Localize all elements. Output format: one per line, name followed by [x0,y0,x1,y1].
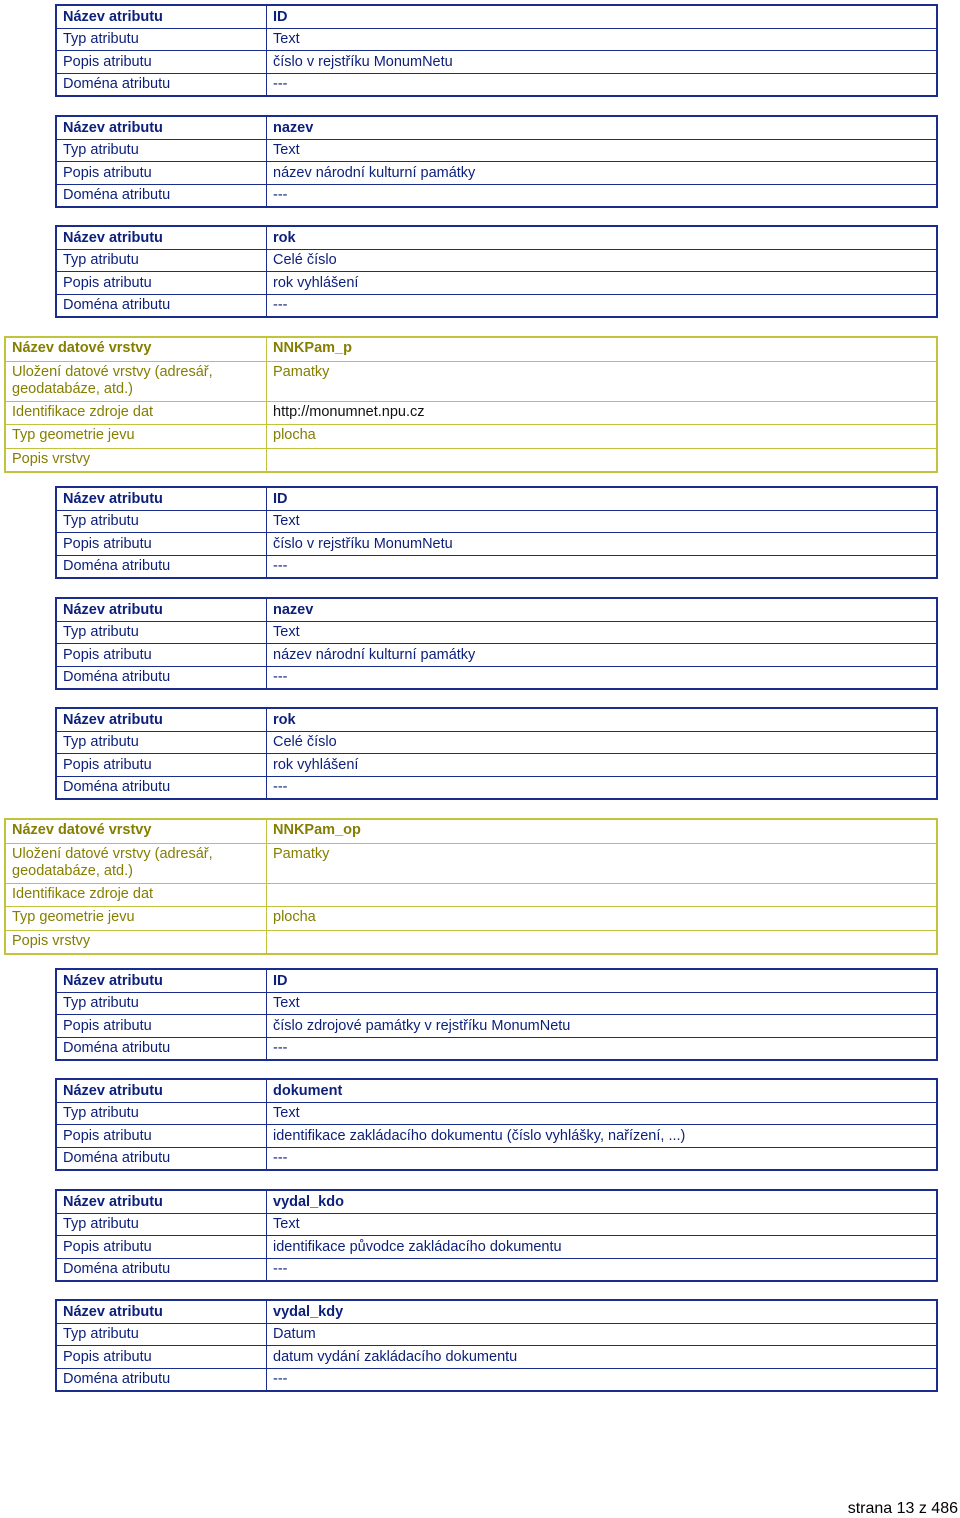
attr-desc-label: Popis atributu [57,1235,267,1258]
layer-geometry-value: plocha [267,424,936,448]
attr-domain-label: Doména atributu [57,1258,267,1281]
attr-desc-label: Popis atributu [57,161,267,184]
attr-type-value: Datum [267,1323,936,1346]
attr-domain-label: Doména atributu [57,184,267,207]
layer-geometry-label: Typ geometrie jevu [6,906,267,930]
attr-name-value: rok [273,711,296,728]
attr-name-label: Název atributu [57,488,267,510]
attr-name-label: Název atributu [57,1301,267,1323]
attr-type-value: Text [267,1102,936,1125]
attr-type-label: Typ atributu [57,510,267,533]
attr-name-value: ID [273,972,288,989]
attr-type-value: Celé číslo [267,249,936,272]
attr-type-value: Celé číslo [267,731,936,754]
attribute-table [55,597,938,690]
attr-type-label: Typ atributu [57,1213,267,1236]
attribute-table [55,486,938,579]
attr-desc-value: číslo zdrojové památky v rejstříku MonumNetu [267,1014,936,1037]
layer-source-label: Identifikace zdroje dat [6,883,267,907]
attr-type-value: Text [267,139,936,162]
attr-desc-value: identifikace původce zakládacího dokumentu [267,1235,936,1258]
attr-desc-label: Popis atributu [57,532,267,555]
attr-name-label: Název atributu [57,227,267,249]
attr-domain-label: Doména atributu [57,1147,267,1170]
layer-desc-value [267,448,936,472]
attr-name-value: vydal_kdo [273,1193,344,1210]
attribute-table [55,1189,938,1282]
attribute-table [55,968,938,1061]
attr-domain-value: --- [267,1368,936,1391]
attr-name-value: dokument [273,1082,343,1099]
layer-table [4,818,938,955]
attr-name-value: vydal_kdy [273,1303,344,1320]
attr-desc-value: datum vydání zakládacího dokumentu [267,1345,936,1368]
attr-desc-label: Popis atributu [57,271,267,294]
attr-name-label: Název atributu [57,1191,267,1213]
attr-domain-value: --- [267,73,936,96]
attr-desc-value: název národní kulturní památky [267,161,936,184]
layer-desc-value [267,930,936,954]
attr-domain-label: Doména atributu [57,73,267,96]
layer-table [4,336,938,473]
page-number: strana 13 z 486 [847,1500,958,1517]
attr-type-label: Typ atributu [57,249,267,272]
attr-desc-value: číslo v rejstříku MonumNetu [267,50,936,73]
attr-domain-value: --- [267,294,936,317]
attr-type-value: Text [267,1213,936,1236]
attr-domain-label: Doména atributu [57,776,267,799]
attr-type-value: Text [267,992,936,1015]
layer-desc-label: Popis vrstvy [6,448,267,472]
attr-name-label: Název atributu [57,117,267,139]
attr-type-value: Text [267,621,936,644]
layer-name-label: Název datové vrstvy [6,820,267,843]
attr-desc-label: Popis atributu [57,1014,267,1037]
layer-storage-value: Pamatky [267,361,936,401]
attr-type-label: Typ atributu [57,731,267,754]
attr-type-label: Typ atributu [57,621,267,644]
attribute-table [55,225,938,318]
attr-name-value: ID [273,8,288,25]
layer-name-value: NNKPam_op [273,822,361,838]
attribute-table [55,707,938,800]
attr-name-label: Název atributu [57,1080,267,1102]
attr-type-label: Typ atributu [57,1323,267,1346]
attr-domain-label: Doména atributu [57,1368,267,1391]
attr-name-label: Název atributu [57,6,267,28]
attr-desc-label: Popis atributu [57,1345,267,1368]
attr-name-value: ID [273,490,288,507]
attr-desc-label: Popis atributu [57,50,267,73]
attr-type-value: Text [267,28,936,51]
layer-desc-label: Popis vrstvy [6,930,267,954]
attr-name-label: Název atributu [57,970,267,992]
attr-domain-label: Doména atributu [57,1037,267,1060]
layer-geometry-label: Typ geometrie jevu [6,424,267,448]
attr-domain-label: Doména atributu [57,555,267,578]
attribute-table [55,1299,938,1392]
attr-type-label: Typ atributu [57,992,267,1015]
attr-desc-value: identifikace zakládacího dokumentu (číslo vyhlášky, nařízení, ...) [267,1124,936,1147]
attr-name-value: rok [273,229,296,246]
attr-name-value: nazev [273,601,314,618]
layer-storage-label: Uložení datové vrstvy (adresář, geodatabáze, atd.) [6,843,267,883]
attr-desc-value: číslo v rejstříku MonumNetu [267,532,936,555]
attr-desc-value: název národní kulturní památky [267,643,936,666]
layer-storage-label: Uložení datové vrstvy (adresář, geodatabáze, atd.) [6,361,267,401]
attr-domain-label: Doména atributu [57,666,267,689]
attr-domain-value: --- [267,184,936,207]
attr-desc-label: Popis atributu [57,753,267,776]
attr-domain-value: --- [267,776,936,799]
attr-type-label: Typ atributu [57,139,267,162]
layer-name-value: NNKPam_p [273,340,352,356]
attr-desc-value: rok vyhlášení [267,753,936,776]
layer-storage-value: Pamatky [267,843,936,883]
layer-source-label: Identifikace zdroje dat [6,401,267,425]
attribute-table [55,115,938,208]
attr-domain-value: --- [267,1037,936,1060]
attr-domain-value: --- [267,555,936,578]
attr-domain-value: --- [267,1147,936,1170]
attr-desc-value: rok vyhlášení [267,271,936,294]
attr-type-label: Typ atributu [57,1102,267,1125]
attr-name-label: Název atributu [57,709,267,731]
attr-domain-value: --- [267,1258,936,1281]
attr-type-value: Text [267,510,936,533]
attr-domain-value: --- [267,666,936,689]
attr-desc-label: Popis atributu [57,1124,267,1147]
layer-geometry-value: plocha [267,906,936,930]
layer-source-value [267,883,936,907]
attr-type-label: Typ atributu [57,28,267,51]
attr-name-value: nazev [273,119,314,136]
layer-name-label: Název datové vrstvy [6,338,267,361]
attr-name-label: Název atributu [57,599,267,621]
attribute-table [55,1078,938,1171]
layer-source-value: http://monumnet.npu.cz [267,401,936,425]
attribute-table [55,4,938,97]
attr-desc-label: Popis atributu [57,643,267,666]
attr-domain-label: Doména atributu [57,294,267,317]
